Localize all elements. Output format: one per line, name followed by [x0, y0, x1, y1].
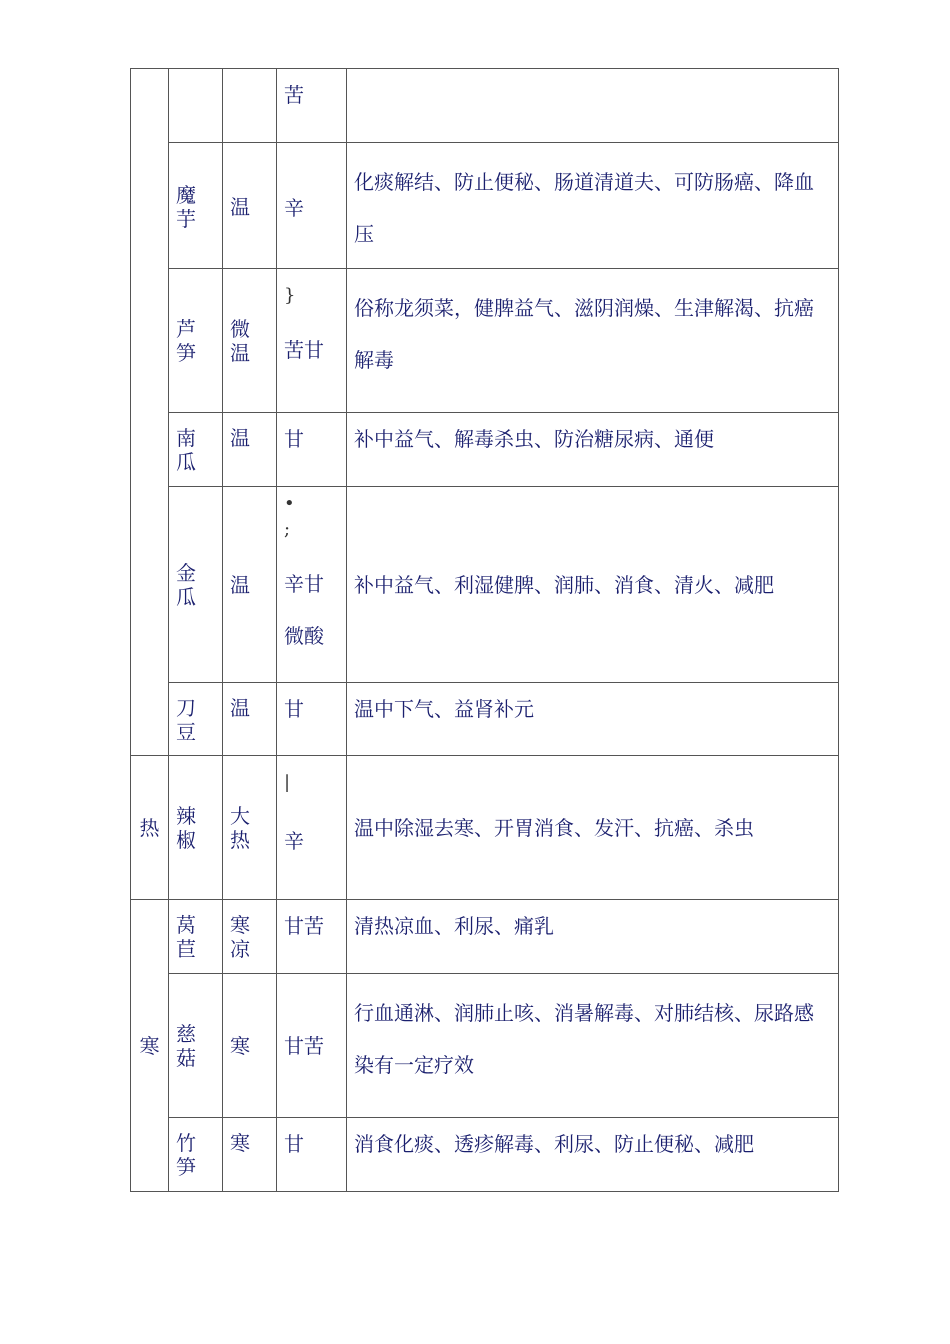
vegetable-flavor: 辛 — [277, 143, 347, 269]
vegetable-effect: 消食化痰、透疹解毒、利尿、防止便秘、减肥 — [347, 1118, 839, 1192]
table-row — [131, 683, 839, 756]
vegetable-name: 辣椒 — [169, 756, 223, 900]
vegetable-nature — [223, 69, 277, 143]
vegetable-flavor: | 辛 — [277, 756, 347, 900]
vegetable-flavor: 甘 — [277, 1118, 347, 1192]
vegetable-nature: 寒 — [223, 1118, 277, 1192]
vegetable-flavor: 苦 — [277, 69, 347, 143]
vegetable-name: 金瓜 — [169, 487, 223, 683]
table-row — [131, 900, 839, 974]
vegetable-effect: 补中益气、利湿健脾、润肺、消食、清火、减肥 — [347, 487, 839, 683]
vegetable-effect: 补中益气、解毒杀虫、防治糖尿病、通便 — [347, 413, 839, 487]
vegetable-flavor: } 苦甘 — [277, 269, 347, 413]
vegetable-nature: 微温 — [223, 269, 277, 413]
vegetable-effect: 清热凉血、利尿、痛乳 — [347, 900, 839, 974]
table-row — [131, 1118, 839, 1192]
vegetable-flavor: 甘苦 — [277, 974, 347, 1118]
table-row — [131, 974, 839, 1118]
table-row — [131, 69, 839, 143]
vegetable-effect: 行血通淋、润肺止咳、消暑解毒、对肺结核、尿路感染有一定疗效 — [347, 974, 839, 1118]
vegetable-effect: 温中下气、益肾补元 — [347, 683, 839, 756]
vegetable-flavor: 甘 — [277, 683, 347, 756]
vegetable-effect: 温中除湿去寒、开胃消食、发汗、抗癌、杀虫 — [347, 756, 839, 900]
vegetable-flavor: 甘苦 — [277, 900, 347, 974]
vegetable-name: 芦笋 — [169, 269, 223, 413]
table-row — [131, 269, 839, 413]
vegetable-name: 魔芋 — [169, 143, 223, 269]
vegetable-effect: 化痰解结、防止便秘、肠道清道夫、可防肠癌、降血压 — [347, 143, 839, 269]
category-cell-hot: 热 — [131, 756, 169, 900]
vegetable-nature: 温 — [223, 413, 277, 487]
table-row — [131, 413, 839, 487]
category-cell-warm — [131, 69, 169, 756]
vegetable-nature: 寒 — [223, 974, 277, 1118]
vegetable-name: 慈菇 — [169, 974, 223, 1118]
vegetable-name: 南瓜 — [169, 413, 223, 487]
vegetable-effect: 俗称龙须菜，健脾益气、滋阴润燥、生津解渴、抗癌解毒 — [347, 269, 839, 413]
vegetable-flavor: • ; 辛甘 微酸 — [277, 487, 347, 683]
table-row — [131, 487, 839, 683]
category-cell-cold: 寒 — [131, 900, 169, 1192]
table-row — [131, 756, 839, 900]
vegetable-name: 莴苣 — [169, 900, 223, 974]
vegetable-nature: 温 — [223, 487, 277, 683]
vegetable-flavor: 甘 — [277, 413, 347, 487]
vegetable-effect — [347, 69, 839, 143]
table-row — [131, 143, 839, 269]
vegetable-name: 竹笋 — [169, 1118, 223, 1192]
vegetable-nature: 温 — [223, 143, 277, 269]
vegetable-nature: 温 — [223, 683, 277, 756]
vegetable-name: 刀豆 — [169, 683, 223, 756]
vegetable-name — [169, 69, 223, 143]
vegetable-nature: 寒凉 — [223, 900, 277, 974]
vegetable-properties-table — [130, 68, 839, 1192]
vegetable-nature: 大热 — [223, 756, 277, 900]
